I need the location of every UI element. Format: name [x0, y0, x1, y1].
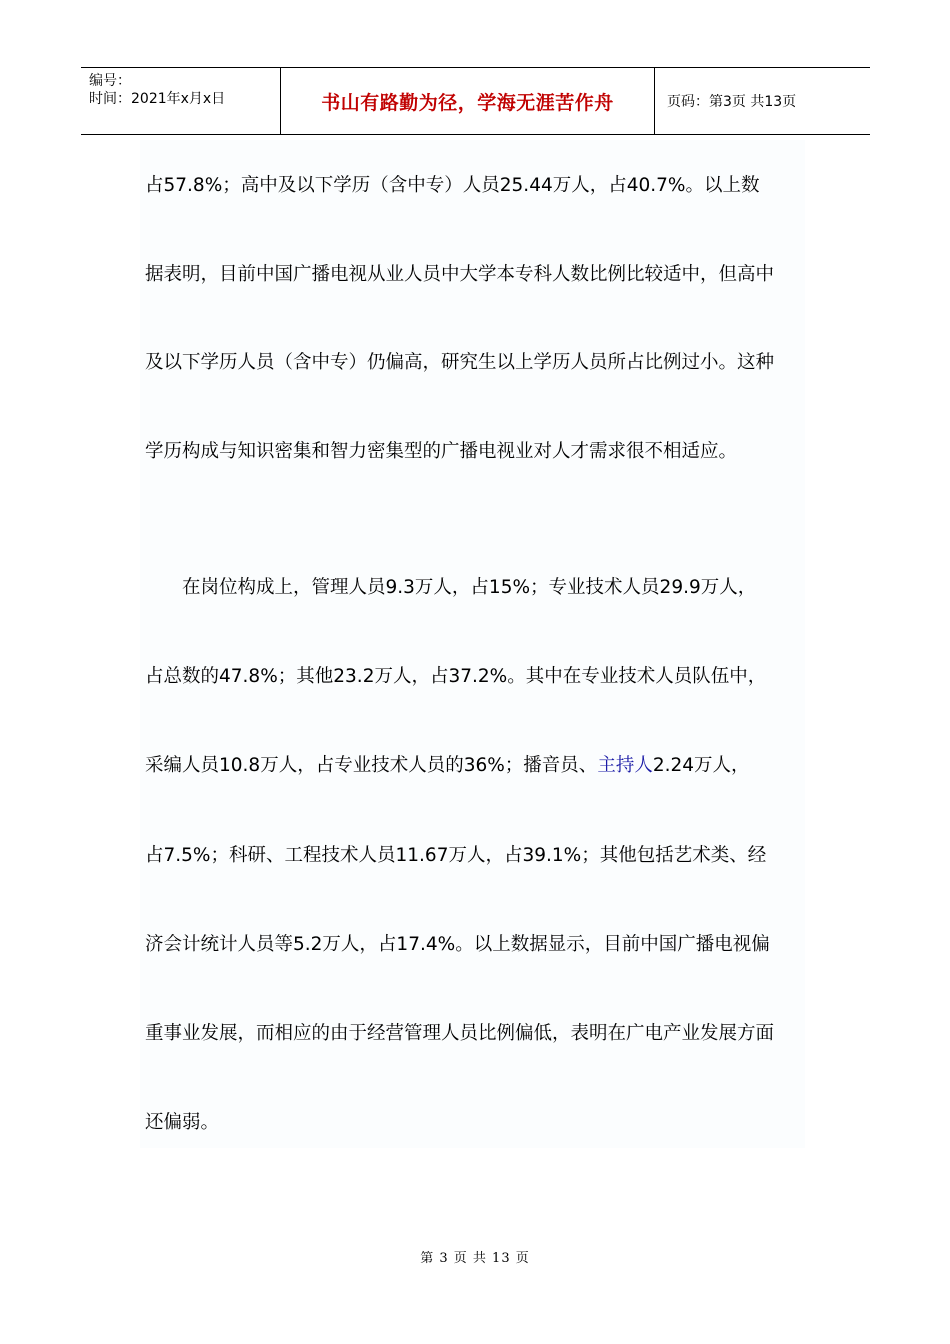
- document-header: [81, 67, 870, 135]
- paragraph-line: [145, 754, 750, 778]
- paragraph-line: 据表明，目前中国广播电视从业人员中大学本专科人数比例比较适中，但高中: [145, 264, 775, 285]
- paragraph-line: 及以下学历人员（含中专）仍偏高，研究生以上学历人员所占比例过小。这种: [145, 352, 775, 373]
- paragraph-line: 济会计统计人员等5.2万人，占17.4%。以上数据显示，目前中国广播电视偏: [145, 934, 770, 955]
- header-motto-cell: [281, 68, 655, 134]
- paragraph-line: 学历构成与知识密集和智力密集型的广播电视业对人才需求很不相适应。: [145, 441, 738, 462]
- paragraph-line: 重事业发展，而相应的由于经营管理人员比例偏低，表明在广电产业发展方面: [145, 1023, 775, 1044]
- document-number-label: 编号：: [89, 73, 131, 89]
- paragraph-line: 占57.8%；高中及以下学历（含中专）人员25.44万人，占40.7%。以上数: [145, 175, 760, 196]
- document-time-label: 时间：2021年x月x日: [89, 91, 226, 107]
- page-code-label: 页码：第3页 共13页: [667, 94, 797, 110]
- body-text-block: [140, 140, 805, 1148]
- paragraph-line: 在岗位构成上，管理人员9.3万人，占15%；专业技术人员29.9万人，: [182, 577, 757, 598]
- header-meta-cell: [81, 68, 281, 134]
- host-link[interactable]: 主持人: [597, 755, 653, 776]
- paragraph-line: 占总数的47.8%；其他23.2万人，占37.2%。其中在专业技术人员队伍中，: [145, 666, 767, 687]
- motto-text: 书山有路勤为径，学海无涯苦作舟: [321, 91, 614, 114]
- paragraph-line: 还偏弱。: [145, 1112, 220, 1133]
- line-text-after-link: 2.24万人，: [652, 755, 750, 776]
- paragraph-line: 占7.5%；科研、工程技术人员11.67万人，占39.1%；其他包括艺术类、经: [145, 845, 767, 866]
- page-footer: 第 3 页 共 13 页: [420, 1251, 530, 1266]
- line-text-before-link: 采编人员10.8万人，占专业技术人员的36%；播音员、: [145, 755, 598, 776]
- header-page-cell: [655, 68, 870, 134]
